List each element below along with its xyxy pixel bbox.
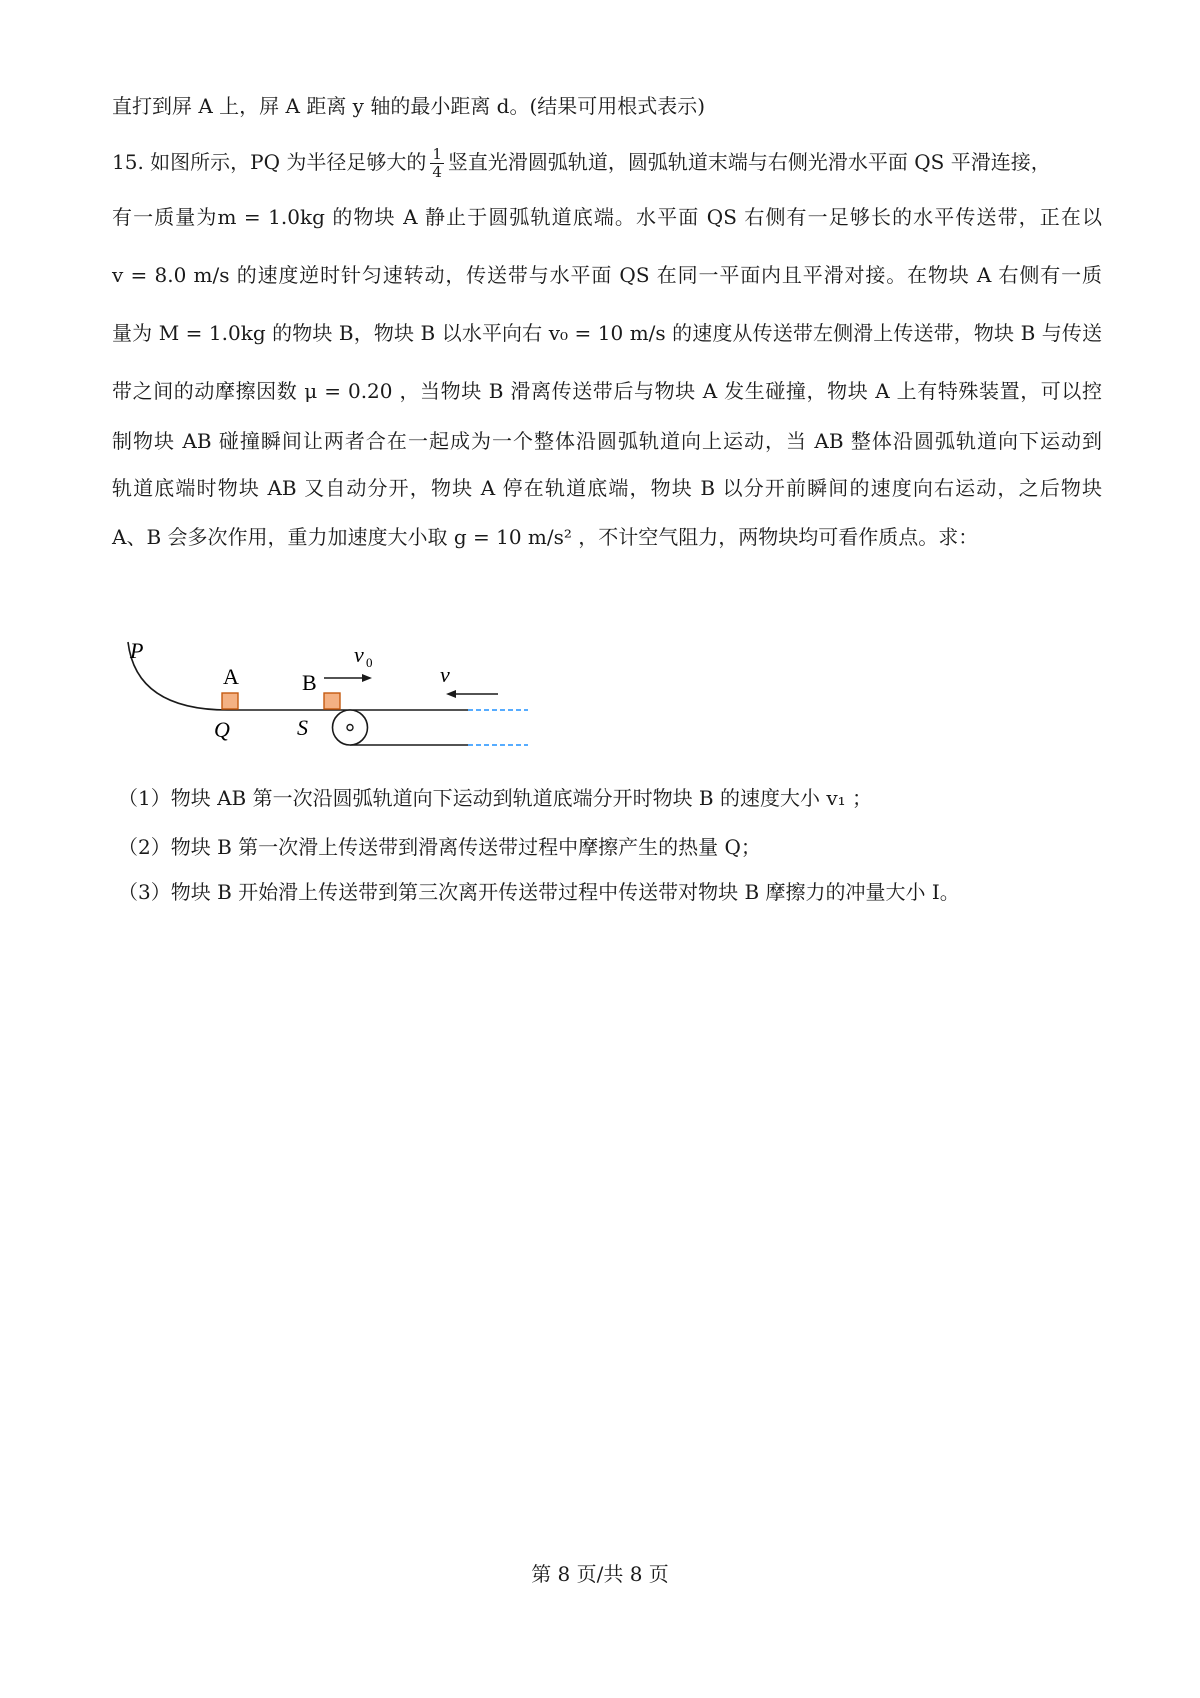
question-3: （3）物块 B 开始滑上传送带到第三次离开传送带过程中传送带对物块 B 摩擦力的冲量大小 I。 [118,880,960,904]
quarter-fraction [430,146,444,181]
problem-15-line-6: 制物块 AB 碰撞瞬间让两者合在一起成为一个整体沿圆弧轨道向上运动，当 AB 整体沿圆弧轨道向下运动到 [112,429,1102,453]
label-s: S [297,715,308,740]
problem-15-line-3: v = 8.0 m/s 的速度逆时针匀速转动，传送带与水平面 QS 在同一平面内且平滑对接。在物块 A 右侧有一质 [112,263,1102,287]
problem-15-line-4: 量为 M = 1.0kg 的物块 B，物块 B 以水平向右 v₀ = 10 m/s 的速度从传送带左侧滑上传送带，物块 B 与传送 [112,321,1102,345]
problem-15-line-8: A、B 会多次作用，重力加速度大小取 g = 10 m/s² ，不计空气阻力，两物块均可看作质点。求： [112,525,979,549]
label-v0-subscript: 0 [366,655,373,670]
block-a [222,693,238,709]
block-b [324,693,340,709]
problem-15-line-5: 带之间的动摩擦因数 μ = 0.20 ，当物块 B 滑离传送带后与物块 A 发生碰撞，物块 A 上有特殊装置，可以控 [112,379,1102,403]
label-b: B [302,670,317,695]
problem-15-intro: 15. 如图所示，PQ 为半径足够大的 [112,150,427,174]
label-q: Q [214,717,230,742]
page-footer: 第 8 页/共 8 页 [531,1562,669,1586]
question-2: （2）物块 B 第一次滑上传送带到滑离传送带过程中摩擦产生的热量 Q； [118,835,761,859]
label-v0: v [354,642,364,667]
label-a: A [223,664,239,689]
problem-15-line-2: 有一质量为m = 1.0kg 的物块 A 静止于圆弧轨道底端。水平面 QS 右侧有一足够长的水平传送带，正在以 [112,205,1102,229]
belt-velocity-arrow-head [446,690,456,698]
question-1: （1）物块 AB 第一次沿圆弧轨道向下运动到轨道底端分开时物块 B 的速度大小 v₁ ； [118,786,873,810]
belt-pulley [333,710,368,745]
problem-15-line-7: 轨道底端时物块 AB 又自动分开，物块 A 停在轨道底端，物块 B 以分开前瞬间的速度向右运动，之后物块 [112,476,1102,500]
v0-arrow-head [362,674,372,682]
problem-15-line-1 [112,146,1102,181]
label-p: P [130,640,144,663]
fraction-denominator: 4 [432,163,442,181]
problem-15-line-1-rest: 竖直光滑圆弧轨道，圆弧轨道末端与右侧光滑水平面 QS 平滑连接， [447,150,1051,174]
fraction-numerator: 1 [432,145,442,163]
label-v: v [440,662,450,687]
text-line-0: 直打到屏 A 上，屏 A 距离 y 轴的最小距离 d。(结果可用根式表示) [112,94,706,118]
